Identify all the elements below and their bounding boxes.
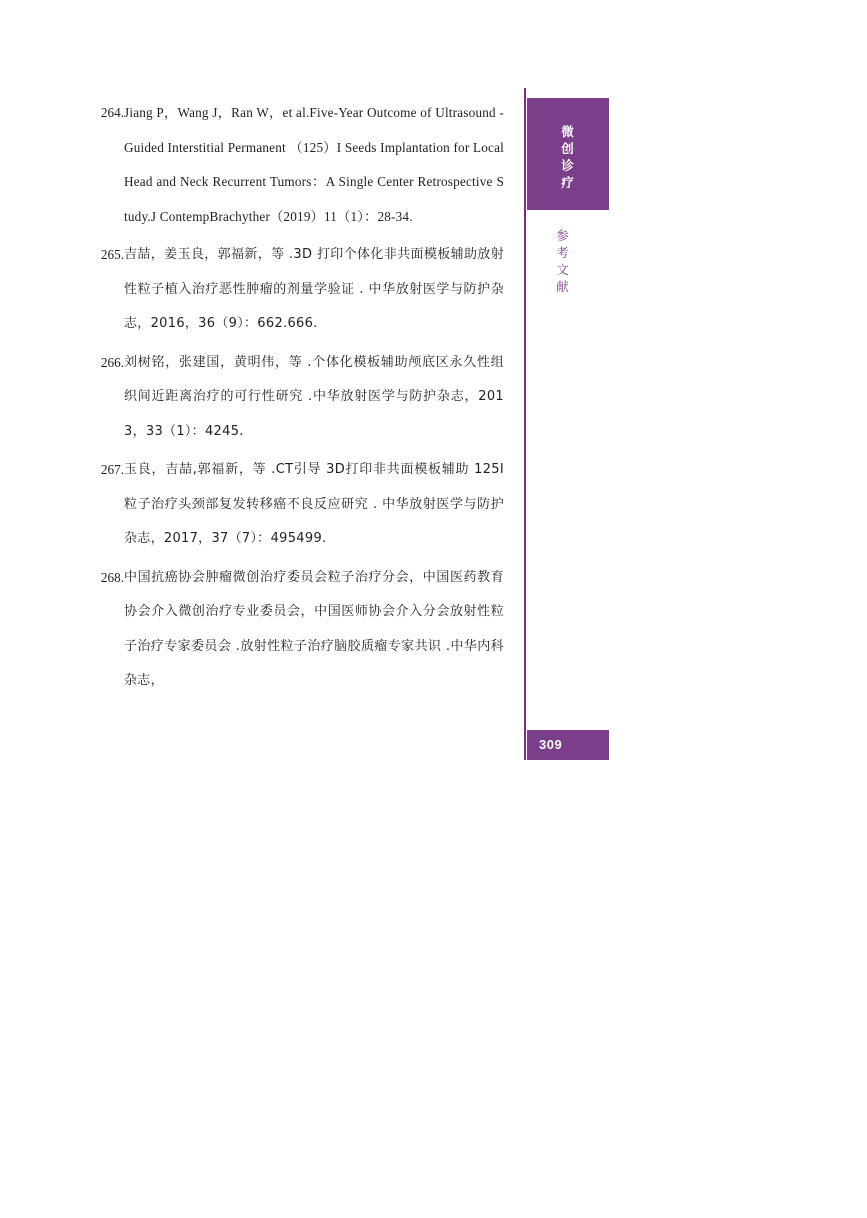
chapter-tab-char-4: 疗 [561, 176, 575, 190]
chapter-tab-char-3: 诊 [561, 159, 575, 173]
chapter-side-tab [527, 98, 609, 210]
list-item [94, 96, 504, 234]
section-label-char-2: 考 [556, 246, 570, 260]
reference-text: 玉良，吉喆,郭福新，等 .CT引导 3D打印非共面模板辅助 125I 粒子治疗头颈部复发转移癌不良反应研究 . 中华放射医学与防护杂志，2017，37（7）：495499. [124, 462, 504, 546]
reference-number: 265. [100, 247, 124, 262]
section-label-char-4: 献 [556, 280, 570, 294]
reference-text: 中国抗癌协会肿瘤微创治疗委员会粒子治疗分会，中国医药教育协会介入微创治疗专业委员会，中国医师协会介入分会放射性粒子治疗专家委员会 .放射性粒子治疗脑胶质瘤专家共识 .中华内科杂志， [124, 569, 504, 688]
page-number-badge [527, 730, 609, 760]
reference-list [94, 96, 504, 703]
reference-text: Jiang P，Wang J，Ran W，et al.Five-Year Outcome of Ultrasound - Guided Interstitial Permanent （125）I Seeds Implantation for Local Head and Neck Recurrent Tumors：A Single Center Retrospective Study.J ContempBrachyther（2019）11（1）：28-34. [124, 105, 504, 224]
list-item [94, 453, 504, 557]
reference-text: 吉喆，姜玉良，郭福新，等 .3D 打印个体化非共面模板辅助放射性粒子植入治疗恶性肿瘤的剂量学验证 . 中华放射医学与防护杂志，2016，36（9）：662.666. [124, 247, 504, 331]
chapter-tab-char-1: 微 [561, 125, 575, 139]
reference-number: 267. [100, 462, 124, 477]
chapter-tab-char-2: 创 [561, 142, 575, 156]
section-label-char-1: 参 [556, 229, 570, 243]
list-item [94, 561, 504, 699]
reference-number: 264. [100, 105, 124, 120]
section-label-references [552, 228, 574, 296]
reference-number: 266. [100, 354, 124, 370]
reference-number: 268. [100, 569, 124, 585]
list-item [94, 238, 504, 342]
column-divider-rule [524, 88, 526, 760]
list-item [94, 346, 504, 450]
section-label-char-3: 文 [556, 263, 570, 277]
page-number: 309 [539, 737, 563, 752]
reference-text: 刘树铭，张建国，黄明伟，等 .个体化模板辅助颅底区永久性组织间近距离治疗的可行性研究 .中华放射医学与防护杂志，2013，33（1）：4245. [124, 354, 504, 439]
